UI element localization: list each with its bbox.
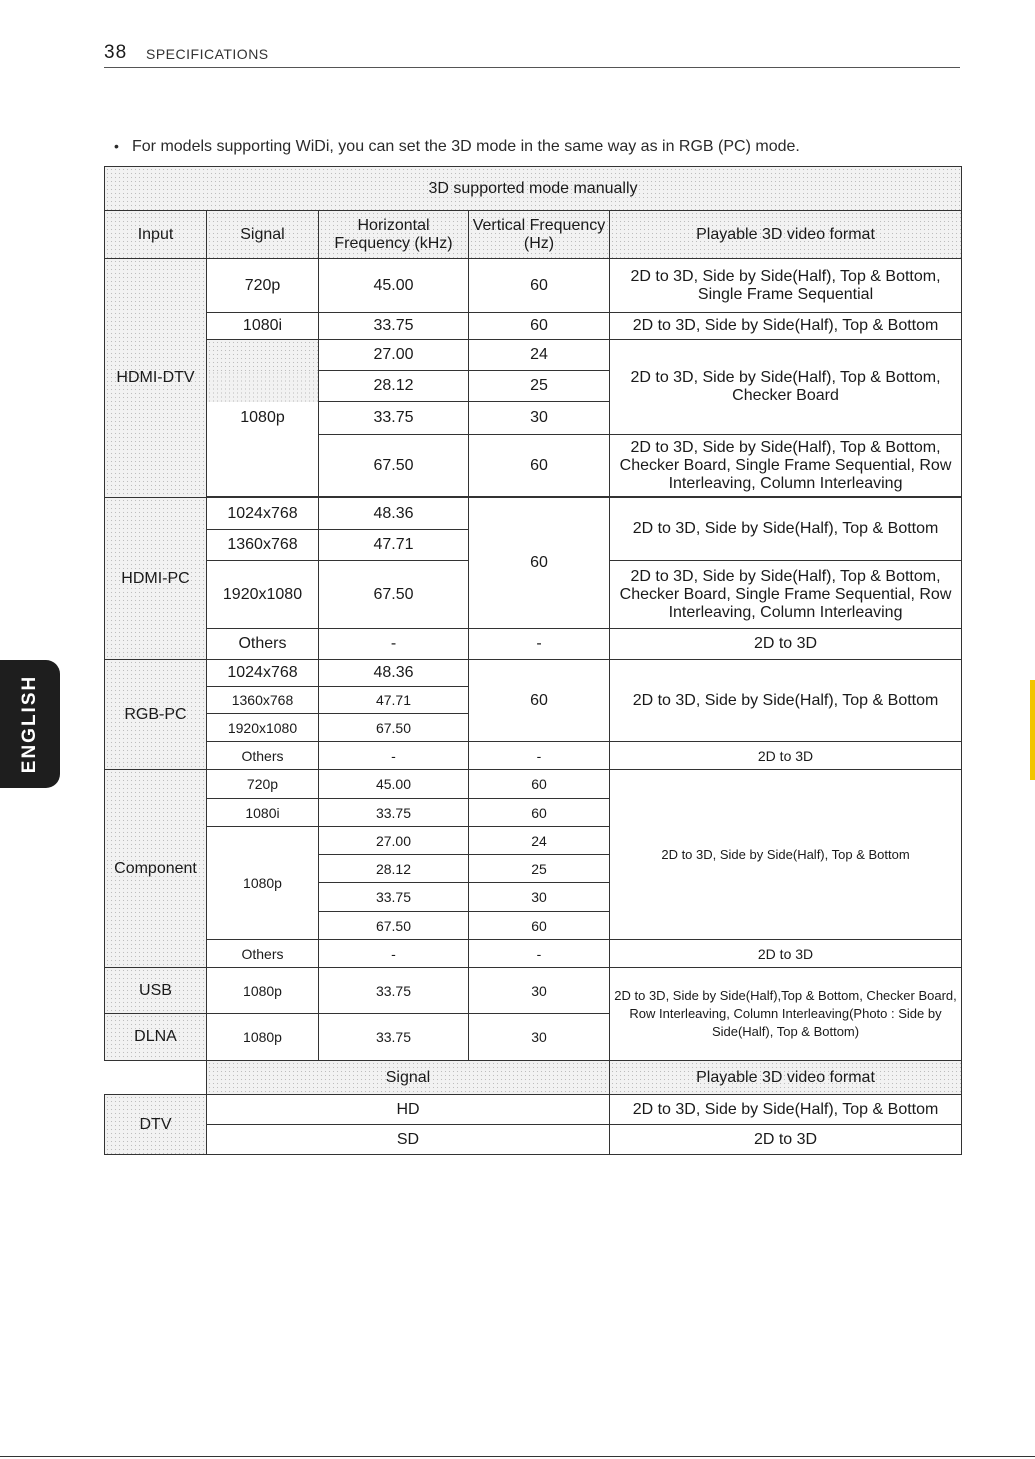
page-number: 38 [104, 42, 128, 63]
hfreq-cell: 33.75 [319, 968, 469, 1014]
vfreq-cell: 24 [469, 340, 610, 371]
table-row [105, 629, 962, 660]
input-hdmi-pc: HDMI-PC [105, 498, 207, 660]
hfreq-cell: 67.50 [319, 714, 469, 742]
vfreq-cell: 60 [469, 799, 610, 827]
hfreq-cell: 47.71 [319, 687, 469, 714]
vfreq-cell: 30 [469, 968, 610, 1014]
table-row [105, 498, 962, 530]
vfreq-cell: 60 [469, 912, 610, 940]
signal-cell: 1080i [207, 313, 319, 340]
bullet-icon: • [114, 138, 119, 154]
input-component: Component [105, 770, 207, 968]
vfreq-cell: - [469, 629, 610, 660]
table-row [105, 742, 962, 770]
table-row [105, 435, 962, 497]
input-hdmi-dtv: HDMI-DTV [105, 259, 207, 498]
format-cell: 2D to 3D [610, 629, 962, 660]
hfreq-cell: 48.36 [319, 498, 469, 530]
format-cell: 2D to 3D, Side by Side(Half), Top & Bottom, Checker Board, Single Frame Sequential, Row Interleaving, Column Interleaving [610, 561, 962, 629]
table-row [105, 660, 962, 687]
input-usb: USB [105, 968, 207, 1014]
signal-cell: 720p [207, 259, 319, 313]
header-input: Input [105, 211, 207, 259]
hfreq-cell: 47.71 [319, 530, 469, 561]
format-cell: 2D to 3D, Side by Side(Half), Top & Bottom, Checker Board, Single Frame Sequential, Row Interleaving, Column Interleaving [610, 435, 962, 497]
signal-cell: 1080p [207, 968, 319, 1014]
dtv-format-header: Playable 3D video format [610, 1061, 962, 1095]
format-cell: 2D to 3D, Side by Side(Half), Top & Bottom [610, 313, 962, 340]
vfreq-cell: 60 [469, 770, 610, 799]
format-cell: 2D to 3D, Side by Side(Half), Top & Bottom [610, 1095, 962, 1125]
hfreq-cell: 45.00 [319, 770, 469, 799]
format-cell: 2D to 3D, Side by Side(Half),Top & Bottom, Checker Board, Row Interleaving, Column Interleaving(Photo : Side by Side(Half), Top & Bottom) [610, 968, 962, 1061]
vfreq-cell: - [469, 940, 610, 968]
format-cell: 2D to 3D, Side by Side(Half), Top & Bottom [610, 770, 962, 940]
header-playable-format: Playable 3D video format [610, 211, 962, 259]
hfreq-cell: 67.50 [319, 912, 469, 940]
hfreq-cell: 28.12 [319, 855, 469, 883]
vfreq-cell: 60 [469, 313, 610, 340]
input-dtv: DTV [105, 1095, 207, 1155]
hfreq-cell: 27.00 [319, 340, 469, 371]
3d-mode-table [104, 166, 962, 1155]
hfreq-cell: - [319, 940, 469, 968]
hfreq-cell: - [319, 629, 469, 660]
side-tab-label: ENGLISH [19, 674, 41, 774]
input-dlna: DLNA [105, 1014, 207, 1061]
signal-cell: 1920x1080 [207, 561, 319, 629]
page-header [104, 40, 960, 68]
signal-cell: 720p [207, 770, 319, 799]
language-side-tab [0, 660, 60, 788]
format-cell: 2D to 3D [610, 940, 962, 968]
hfreq-cell: 28.12 [319, 371, 469, 402]
format-cell: 2D to 3D, Side by Side(Half), Top & Bottom, Single Frame Sequential [610, 259, 962, 313]
signal-cell: Others [207, 940, 319, 968]
table-row [105, 259, 962, 313]
hfreq-cell: 67.50 [319, 435, 469, 497]
format-cell: 2D to 3D, Side by Side(Half), Top & Bottom, Checker Board [610, 340, 962, 435]
signal-cell: 1080i [207, 799, 319, 827]
table-row [105, 940, 962, 968]
vfreq-cell: 30 [469, 402, 610, 435]
vfreq-cell: 60 [469, 435, 610, 497]
header-vertical-frequency: Vertical Frequency (Hz) [469, 211, 610, 259]
hfreq-cell: 48.36 [319, 660, 469, 687]
signal-cell: 1024x768 [207, 660, 319, 687]
vfreq-cell: 60 [469, 259, 610, 313]
signal-cell: Others [207, 629, 319, 660]
hfreq-cell: 33.75 [319, 313, 469, 340]
table-row [105, 1095, 962, 1125]
signal-cell: 1080p [207, 1014, 319, 1061]
table-row [105, 770, 962, 799]
format-cell: 2D to 3D, Side by Side(Half), Top & Bottom [610, 660, 962, 742]
widi-note [114, 138, 974, 156]
table-row [105, 313, 962, 340]
header-horizontal-frequency: Horizontal Frequency (kHz) [319, 211, 469, 259]
dtv-header-row [105, 1061, 962, 1095]
signal-cell: 1360x768 [207, 530, 319, 561]
signal-cell: SD [207, 1125, 610, 1155]
signal-cell: 1920x1080 [207, 714, 319, 742]
signal-cell: Others [207, 742, 319, 770]
section-title: SPECIFICATIONS [146, 46, 269, 62]
vfreq-cell: 25 [469, 371, 610, 402]
hfreq-cell: 33.75 [319, 402, 469, 435]
table-header-row [105, 211, 962, 259]
signal-cell: 1080p [207, 827, 319, 940]
vfreq-cell: 24 [469, 827, 610, 855]
dtv-signal-header: Signal [207, 1061, 610, 1095]
hfreq-cell: 45.00 [319, 259, 469, 313]
hfreq-cell: 33.75 [319, 799, 469, 827]
hfreq-cell: 33.75 [319, 883, 469, 912]
page-edge-marker [1030, 680, 1035, 780]
vfreq-cell: 25 [469, 855, 610, 883]
signal-cell: 1360x768 [207, 687, 319, 714]
vfreq-cell: 30 [469, 1014, 610, 1061]
table-row [105, 1125, 962, 1155]
vfreq-cell: 60 [469, 660, 610, 742]
format-cell: 2D to 3D, Side by Side(Half), Top & Bottom [610, 498, 962, 561]
note-text: For models supporting WiDi, you can set the 3D mode in the same way as in RGB (PC) mode. [132, 138, 800, 155]
vfreq-cell: 30 [469, 883, 610, 912]
page-bottom-edge [0, 1456, 1035, 1457]
signal-cell: HD [207, 1095, 610, 1125]
vfreq-cell: - [469, 742, 610, 770]
input-rgb-pc: RGB-PC [105, 660, 207, 770]
format-cell: 2D to 3D [610, 1125, 962, 1155]
hfreq-cell: 33.75 [319, 1014, 469, 1061]
table-row [105, 340, 962, 371]
vfreq-cell: 60 [469, 498, 610, 629]
table-caption: 3D supported mode manually [105, 167, 962, 211]
table-row [105, 968, 962, 1014]
header-signal: Signal [207, 211, 319, 259]
hfreq-cell: 27.00 [319, 827, 469, 855]
hfreq-cell: 67.50 [319, 561, 469, 629]
signal-cell: 1080p [207, 402, 319, 435]
format-cell: 2D to 3D [610, 742, 962, 770]
signal-cell: 1024x768 [207, 498, 319, 530]
hfreq-cell: - [319, 742, 469, 770]
